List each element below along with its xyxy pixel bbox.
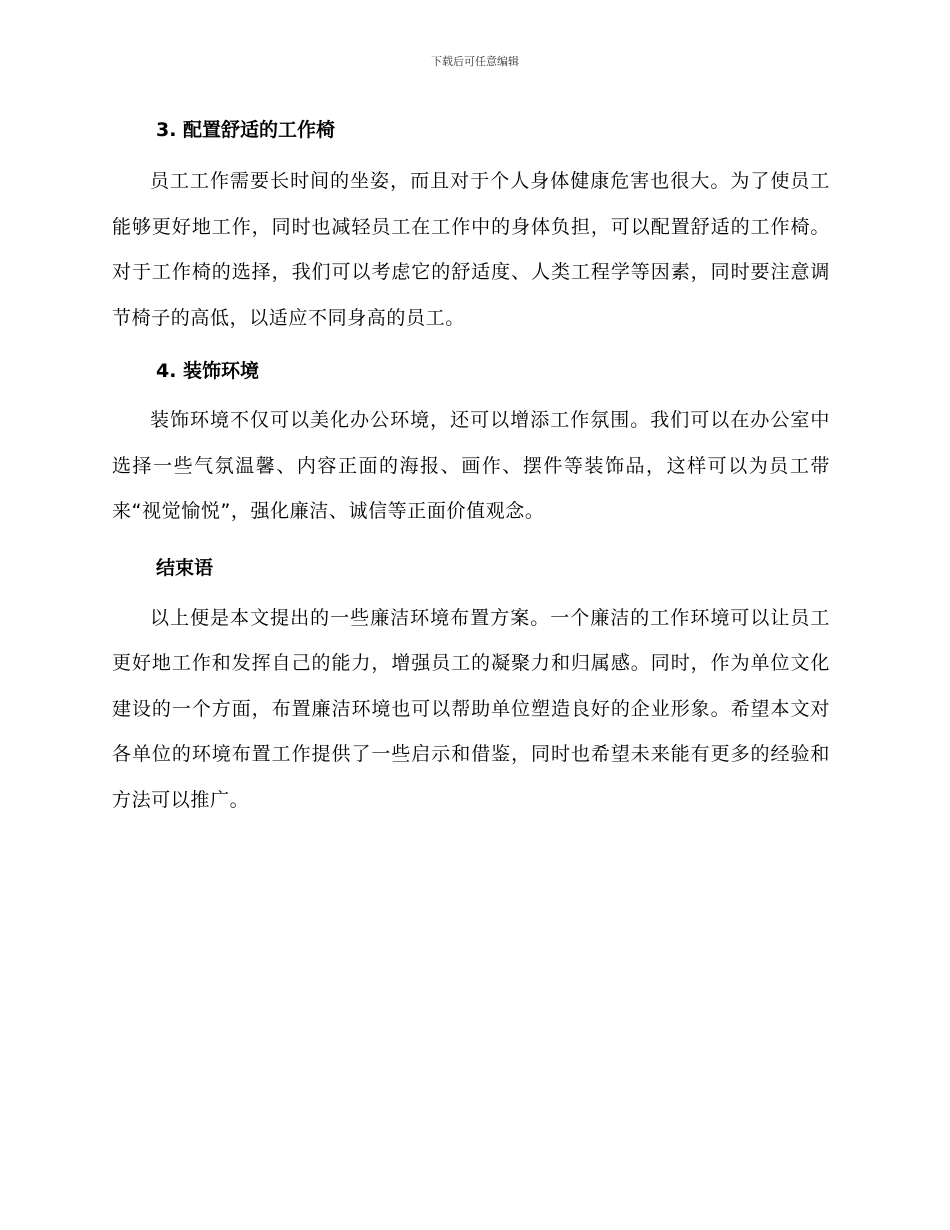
section-heading-conclusion: 结束语 — [156, 556, 214, 579]
section-paragraph-conclusion: 以上便是本文提出的一些廉洁环境布置方案。一个廉洁的工作环境可以让员工更好地工作和发挥自己的能力，增强员工的凝聚力和归属感。同时，作为单位文化建设的一个方面，布置廉洁环境也可以帮助单位塑造良好的企业形象。希望本文对各单位的环境布置工作提供了一些启示和借鉴，同时也希望未来能有更多的经验和方法可以推广。 — [112, 606, 830, 811]
section-heading-decoration: 4. 装饰环境 — [156, 360, 260, 382]
document-body — [112, 110, 830, 823]
section-heading-chair: 3. 配置舒适的工作椅 — [156, 119, 336, 141]
section-paragraph-chair: 员工工作需要长时间的坐姿，而且对于个人身体健康危害也很大。为了使员工能够更好地工作，同时也减轻员工在工作中的身体负担，可以配置舒适的工作椅。对于工作椅的选择，我们可以考虑它的舒适度、人类工程学等因素，同时要注意调节椅子的高低，以适应不同身高的员工。 — [112, 170, 830, 329]
page-header: 下载后可任意编辑 — [431, 55, 519, 68]
section-paragraph-decoration: 装饰环境不仅可以美化办公环境，还可以增添工作氛围。我们可以在办公室中选择一些气氛温馨、内容正面的海报、画作、摆件等装饰品，这样可以为员工带来“视觉愉悦”，强化廉洁、诚信等正面价值观念。 — [112, 409, 830, 522]
